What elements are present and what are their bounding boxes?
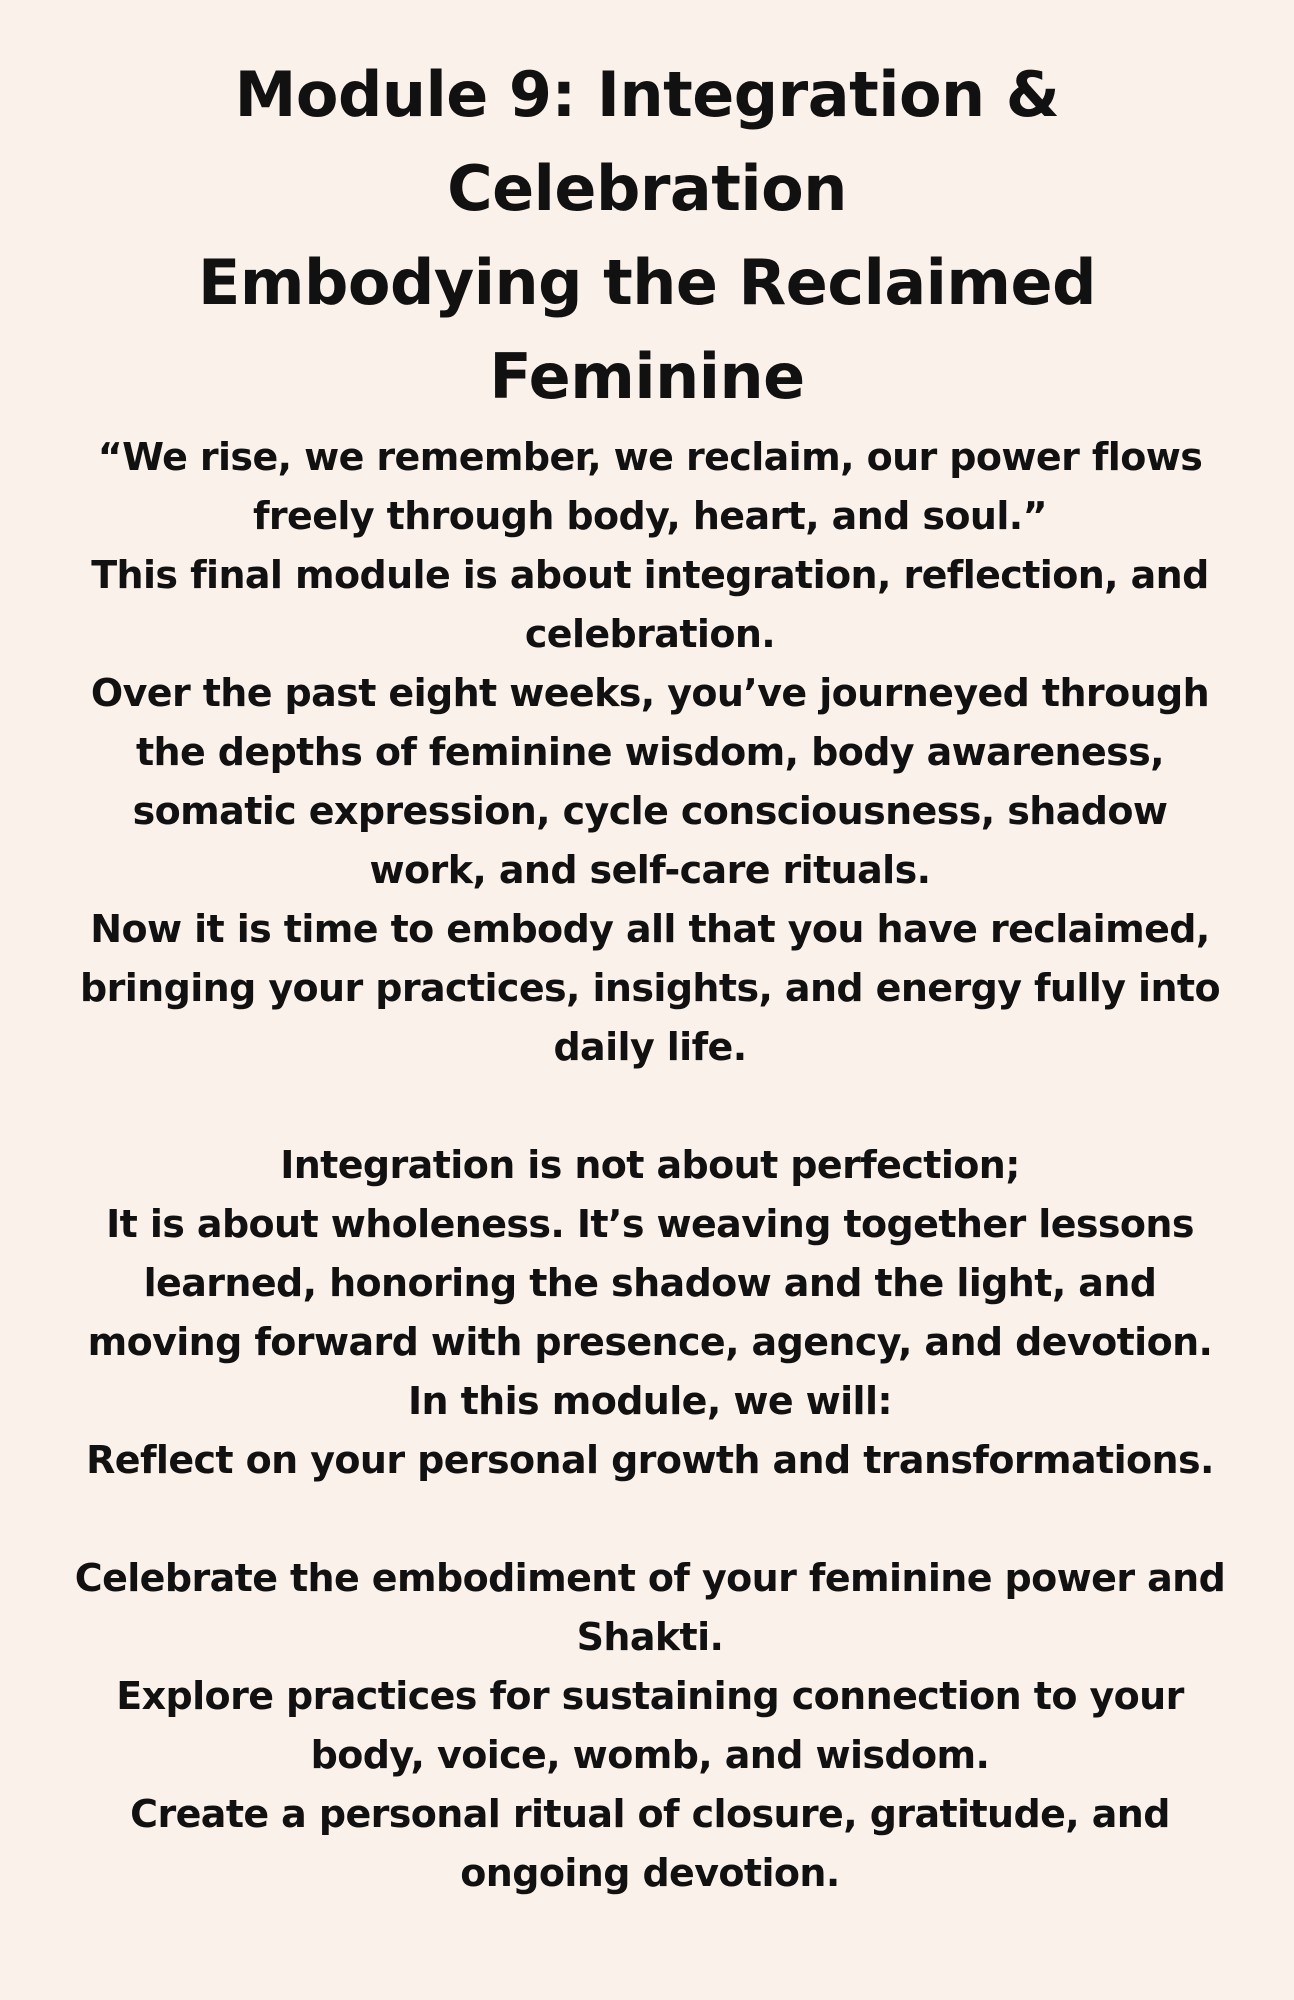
intro-paragraph: This final module is about integration, reflection, and celebration. — [91, 553, 1209, 656]
wholeness-paragraph: It is about wholeness. It’s weaving together lessons learned, honoring the shadow and the light, and moving forward with presence, agency, and devotion. — [87, 1202, 1213, 1364]
paragraph-spacer — [70, 1077, 1230, 1136]
integration-paragraph: Integration is not about perfection; — [280, 1143, 1020, 1187]
module-intro-line: In this module, we will: — [407, 1379, 893, 1423]
title-line-4: Feminine — [489, 340, 805, 413]
opening-quote: “We rise, we remember, we reclaim, our power flows freely through body, heart, and soul.” — [97, 435, 1203, 538]
explore-item: Explore practices for sustaining connection to your body, voice, womb, and wisdom. — [116, 1674, 1184, 1777]
now-paragraph: Now it is time to embody all that you have reclaimed, bringing your practices, insights, and energy fully into daily life. — [80, 907, 1220, 1069]
paragraph-spacer — [70, 1490, 1230, 1549]
journey-paragraph: Over the past eight weeks, you’ve journeyed through the depths of feminine wisdom, body awareness, somatic expression, cycle consciousness, shadow work, and self-care rituals. — [90, 671, 1210, 892]
module-title — [177, 48, 1117, 424]
module-body — [70, 428, 1230, 1903]
ritual-item: Create a personal ritual of closure, gratitude, and ongoing devotion. — [130, 1792, 1170, 1895]
celebrate-item: Celebrate the embodiment of your feminine power and Shakti. — [74, 1556, 1226, 1659]
title-line-2: Celebration — [447, 152, 847, 225]
title-line-3: Embodying the Reclaimed — [198, 246, 1096, 319]
reflect-item: Reflect on your personal growth and transformations. — [86, 1438, 1214, 1482]
title-line-1: Module 9: Integration & — [234, 58, 1060, 131]
